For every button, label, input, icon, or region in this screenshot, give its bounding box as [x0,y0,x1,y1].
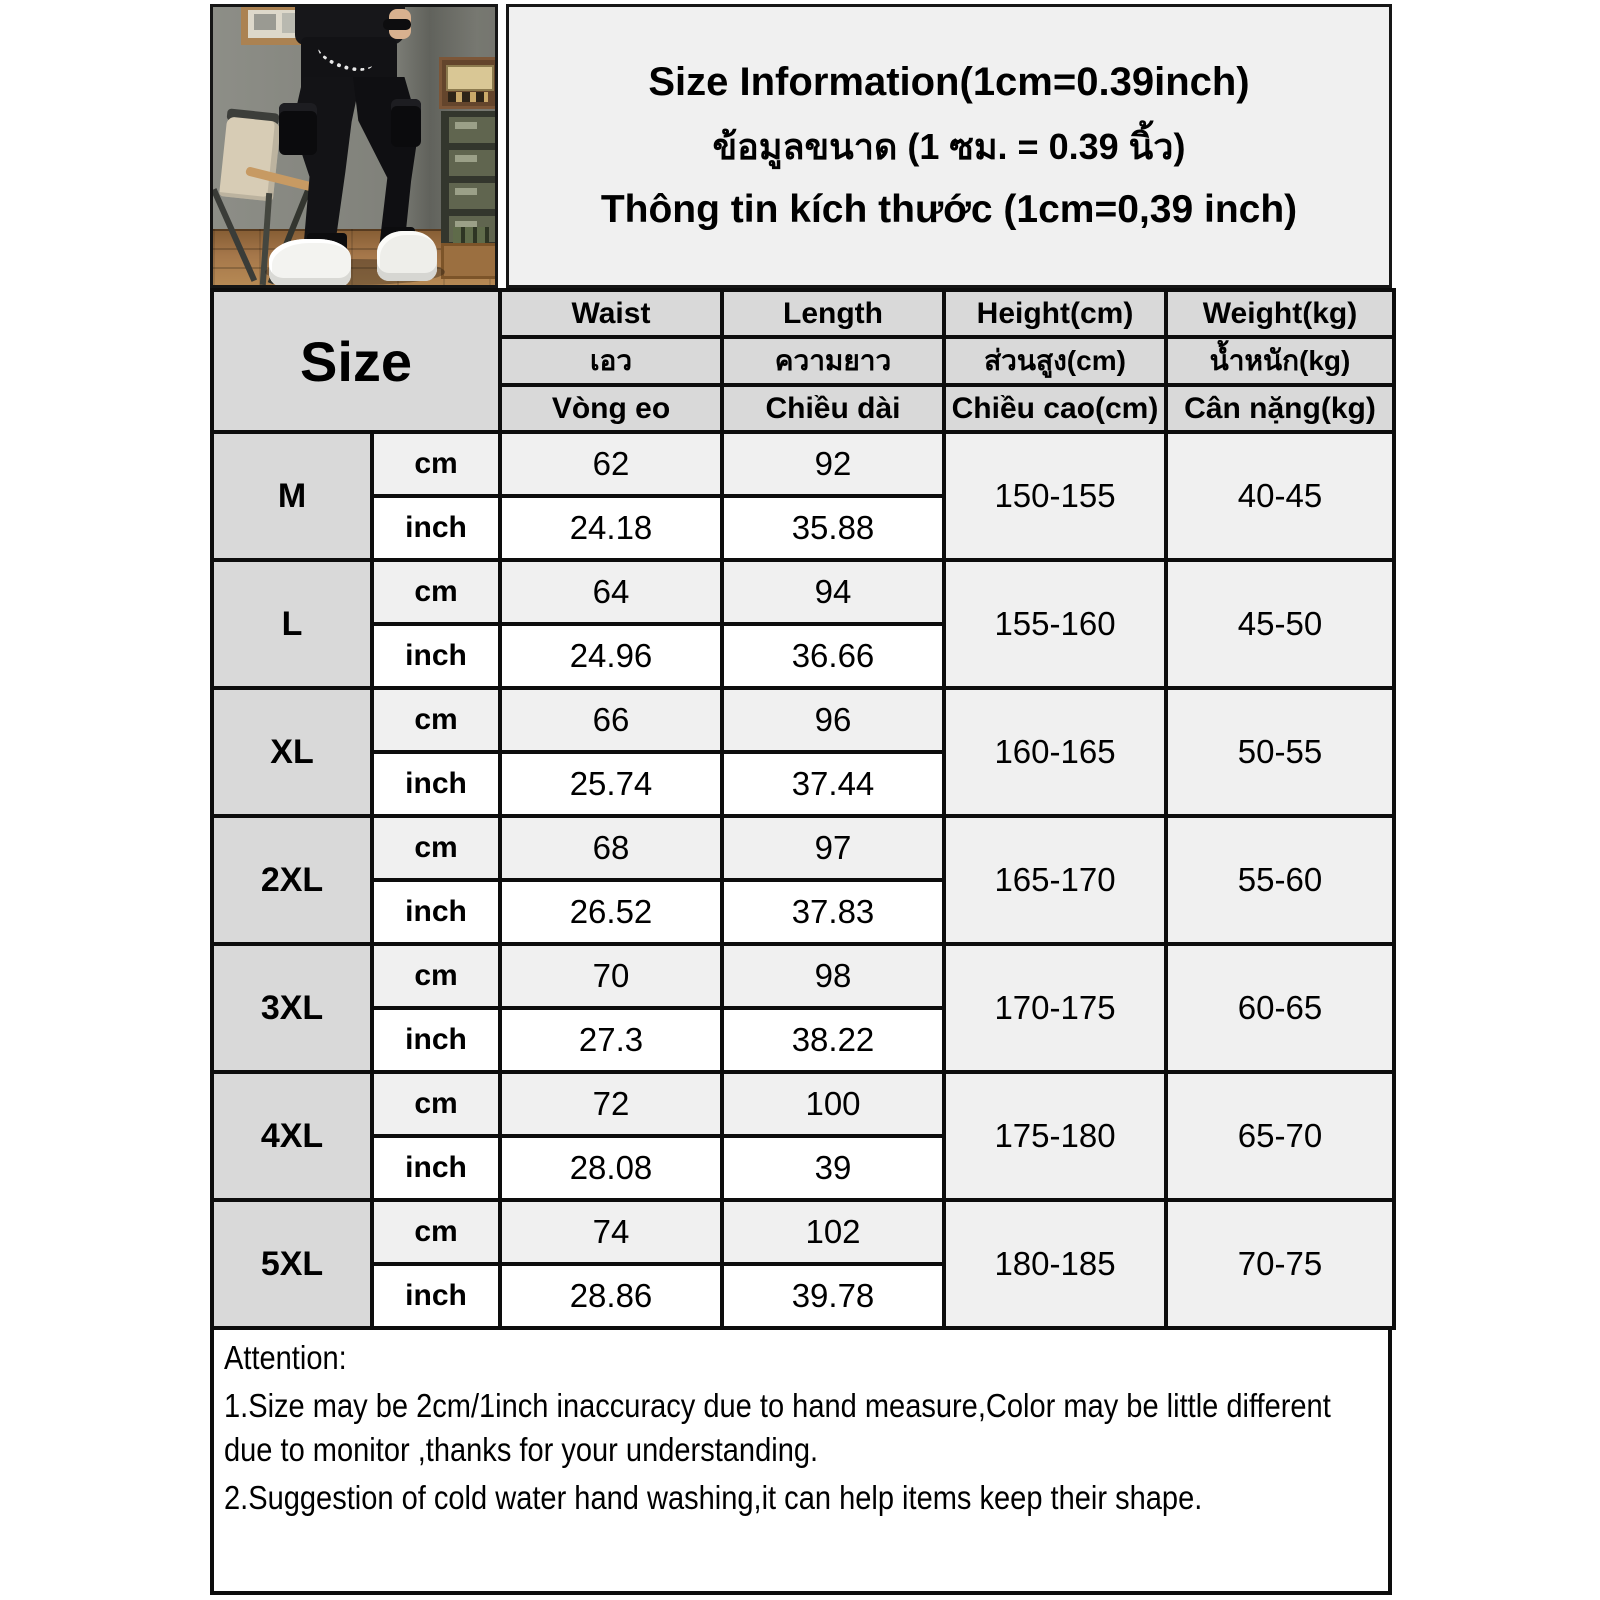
attention-heading: Attention: [224,1339,347,1376]
title-english: Size Information(1cm=0.39inch) [648,60,1250,104]
top-band [210,4,1392,288]
size-table [210,288,1396,1330]
product-photo [210,4,498,288]
cabinet-drawer [449,150,495,176]
length-inch-value: 39.78 [722,1264,944,1328]
radio-knobs [448,92,488,102]
table-row [212,1200,1394,1264]
unit-inch-cell: inch [372,1008,500,1072]
table-row [212,560,1394,624]
length-cm-value: 96 [722,688,944,752]
table-row [212,944,1394,1008]
height-range-value: 175-180 [944,1072,1166,1200]
header-length-en: Length [722,290,944,337]
attention-note-2: 2.Suggestion of cold water hand washing,it can help items keep their shape. [224,1478,1203,1516]
camp-chair-back [219,116,281,201]
length-inch-value: 36.66 [722,624,944,688]
length-inch-value: 38.22 [722,1008,944,1072]
white-sneaker-left [269,239,351,287]
size-cell-3xl: 3XL [212,944,372,1072]
unit-inch-cell: inch [372,880,500,944]
waist-cm-value: 62 [500,432,722,496]
waist-cm-value: 72 [500,1072,722,1136]
length-inch-value: 39 [722,1136,944,1200]
waist-inch-value: 24.18 [500,496,722,560]
attention-box [210,1330,1392,1595]
header-weight-vi: Cân nặng(kg) [1166,385,1394,432]
header-waist-th: เอว [500,337,722,385]
waist-cm-value: 64 [500,560,722,624]
length-inch-value: 37.44 [722,752,944,816]
length-cm-value: 100 [722,1072,944,1136]
length-cm-value: 97 [722,816,944,880]
unit-cm-cell: cm [372,816,500,880]
weight-range-value: 45-50 [1166,560,1394,688]
weight-range-value: 40-45 [1166,432,1394,560]
waist-inch-value: 27.3 [500,1008,722,1072]
length-cm-value: 94 [722,560,944,624]
table-row [212,816,1394,880]
height-range-value: 150-155 [944,432,1166,560]
header-height-en: Height(cm) [944,290,1166,337]
unit-inch-cell: inch [372,752,500,816]
content-area [210,4,1392,1595]
wooden-crate [441,243,498,279]
height-range-value: 155-160 [944,560,1166,688]
table-row [212,1072,1394,1136]
waist-cm-value: 68 [500,816,722,880]
unit-cm-cell: cm [372,560,500,624]
waist-inch-value: 26.52 [500,880,722,944]
waist-inch-value: 28.86 [500,1264,722,1328]
length-cm-value: 102 [722,1200,944,1264]
cargo-pocket-left [279,103,317,155]
radio-face [446,65,494,91]
title-box [506,4,1392,288]
weight-range-value: 50-55 [1166,688,1394,816]
unit-cm-cell: cm [372,688,500,752]
wrist-watch [383,19,411,30]
unit-inch-cell: inch [372,496,500,560]
size-cell-xl: XL [212,688,372,816]
unit-inch-cell: inch [372,1136,500,1200]
waist-inch-value: 28.08 [500,1136,722,1200]
header-waist-en: Waist [500,290,722,337]
header-length-th: ความยาว [722,337,944,385]
weight-range-value: 55-60 [1166,816,1394,944]
length-inch-value: 35.88 [722,496,944,560]
header-height-th: ส่วนสูง(cm) [944,337,1166,385]
height-range-value: 160-165 [944,688,1166,816]
size-cell-m: M [212,432,372,560]
waist-cm-value: 70 [500,944,722,1008]
length-cm-value: 98 [722,944,944,1008]
cargo-pocket-right [391,99,421,147]
unit-cm-cell: cm [372,1200,500,1264]
header-row-english [212,290,1394,337]
size-cell-5xl: 5XL [212,1200,372,1328]
height-range-value: 180-185 [944,1200,1166,1328]
unit-cm-cell: cm [372,944,500,1008]
unit-cm-cell: cm [372,432,500,496]
header-length-vi: Chiều dài [722,385,944,432]
size-header-cell: Size [212,290,500,432]
weight-range-value: 60-65 [1166,944,1394,1072]
white-sneaker-right [377,231,437,281]
height-range-value: 165-170 [944,816,1166,944]
table-row [212,688,1394,752]
cabinet-drawer [449,183,495,209]
unit-inch-cell: inch [372,1264,500,1328]
attention-note-1: 1.Size may be 2cm/1inch inaccuracy due to hand measure,Color may be little different due to monitor ,thanks for your understanding. [224,1386,1331,1468]
waist-inch-value: 25.74 [500,752,722,816]
header-waist-vi: Vòng eo [500,385,722,432]
unit-cm-cell: cm [372,1072,500,1136]
size-cell-2xl: 2XL [212,816,372,944]
title-vietnamese: Thông tin kích thước (1cm=0,39 inch) [600,188,1298,231]
header-weight-en: Weight(kg) [1166,290,1394,337]
waist-inch-value: 24.96 [500,624,722,688]
size-cell-l: L [212,560,372,688]
header-weight-th: น้ำหนัก(kg) [1166,337,1394,385]
length-cm-value: 92 [722,432,944,496]
waist-cm-value: 66 [500,688,722,752]
frame-art [254,14,276,30]
header-height-vi: Chiều cao(cm) [944,385,1166,432]
vintage-radio [439,57,498,109]
weight-range-value: 70-75 [1166,1200,1394,1328]
attention-text [224,1336,1377,1520]
weight-range-value: 65-70 [1166,1072,1394,1200]
waist-cm-value: 74 [500,1200,722,1264]
unit-inch-cell: inch [372,624,500,688]
length-inch-value: 37.83 [722,880,944,944]
cabinet-drawer [449,117,495,143]
size-cell-4xl: 4XL [212,1072,372,1200]
title-thai: ข้อมูลขนาด (1 ซม. = 0.39 นิ้ว) [712,126,1186,167]
height-range-value: 170-175 [944,944,1166,1072]
table-row [212,432,1394,496]
